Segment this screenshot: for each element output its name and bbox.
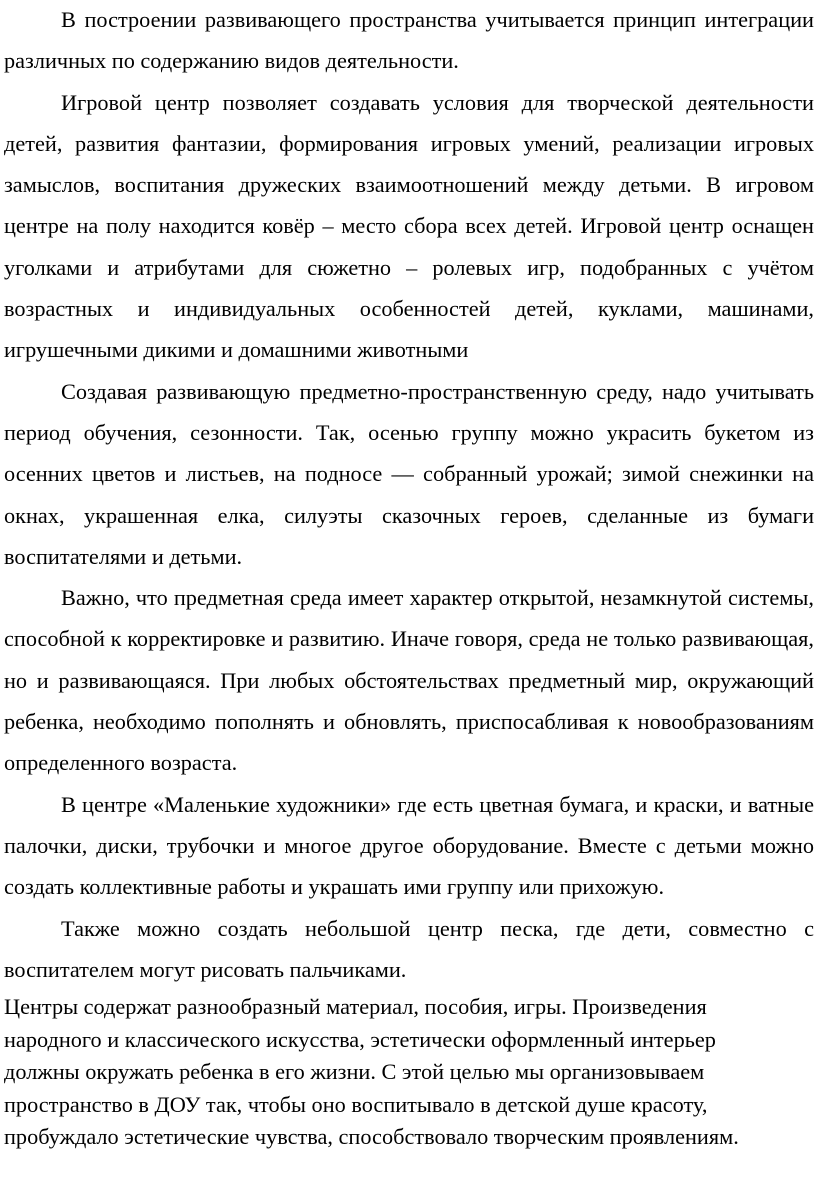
closing-line-5: пробуждало эстетические чувства, способствовало творческим проявлениям.: [4, 1124, 739, 1150]
closing-paragraph: [4, 991, 814, 1154]
closing-line-4: пространство в ДОУ так, чтобы оно воспитывало в детской душе красоту,: [4, 1091, 708, 1117]
closing-line-2: народного и классического искусства, эстетически оформленный интерьер: [4, 1026, 716, 1052]
paragraph-6: Также можно создать небольшой центр песка, где дети, совместно с воспитателем могут рисовать пальчиками.: [4, 915, 814, 982]
closing-line-1: Центры содержат разнообразный материал, пособия, игры. Произведения: [4, 994, 707, 1020]
paragraph-1: В построении развивающего пространства учитывается принцип интеграции различных по содержанию видов деятельности.: [4, 7, 814, 74]
paragraph-5: В центре «Маленькие художники» где есть цветная бумага, и краски, и ватные палочки, диски, трубочки и многое другое оборудование. Вместе с детьми можно создать коллективные работы и украшать ими группу или прихожую.: [4, 791, 814, 900]
paragraph-4: Важно, что предметная среда имеет характер открытой, незамкнутой системы, способной к корректировке и развитию. Иначе говоря, среда не только развивающая, но и развивающаяся. При любых обстоятельствах предметный мир, окружающий ребенка, необходимо пополнять и обновлять, приспосабливая к новообразованиям определенного возраста.: [4, 585, 814, 776]
closing-line-3: должны окружать ребенка в его жизни. С этой целью мы организовываем: [4, 1059, 705, 1085]
paragraph-3: Создавая развивающую предметно-пространственную среду, надо учитывать период обучения, сезонности. Так, осенью группу можно украсить букетом из осенних цветов и листьев, на подносе — собранный урожай; зимой снежинки на окнах, украшенная елка, силуэты сказочных героев, сделанные из бумаги воспитателями и детьми.: [4, 378, 814, 569]
paragraph-2: Игровой центр позволяет создавать условия для творческой деятельности детей, развития фантазии, формирования игровых умений, реализации игровых замыслов, воспитания дружеских взаимоотношений между детьми. В игровом центре на полу находится ковёр – место сбора всех детей. Игровой центр оснащен уголками и атрибутами для сюжетно – ролевых игр, подобранных с учётом возрастных и индивидуальных особенностей детей, куклами, машинами, игрушечными дикими и домашними животными: [4, 89, 814, 363]
